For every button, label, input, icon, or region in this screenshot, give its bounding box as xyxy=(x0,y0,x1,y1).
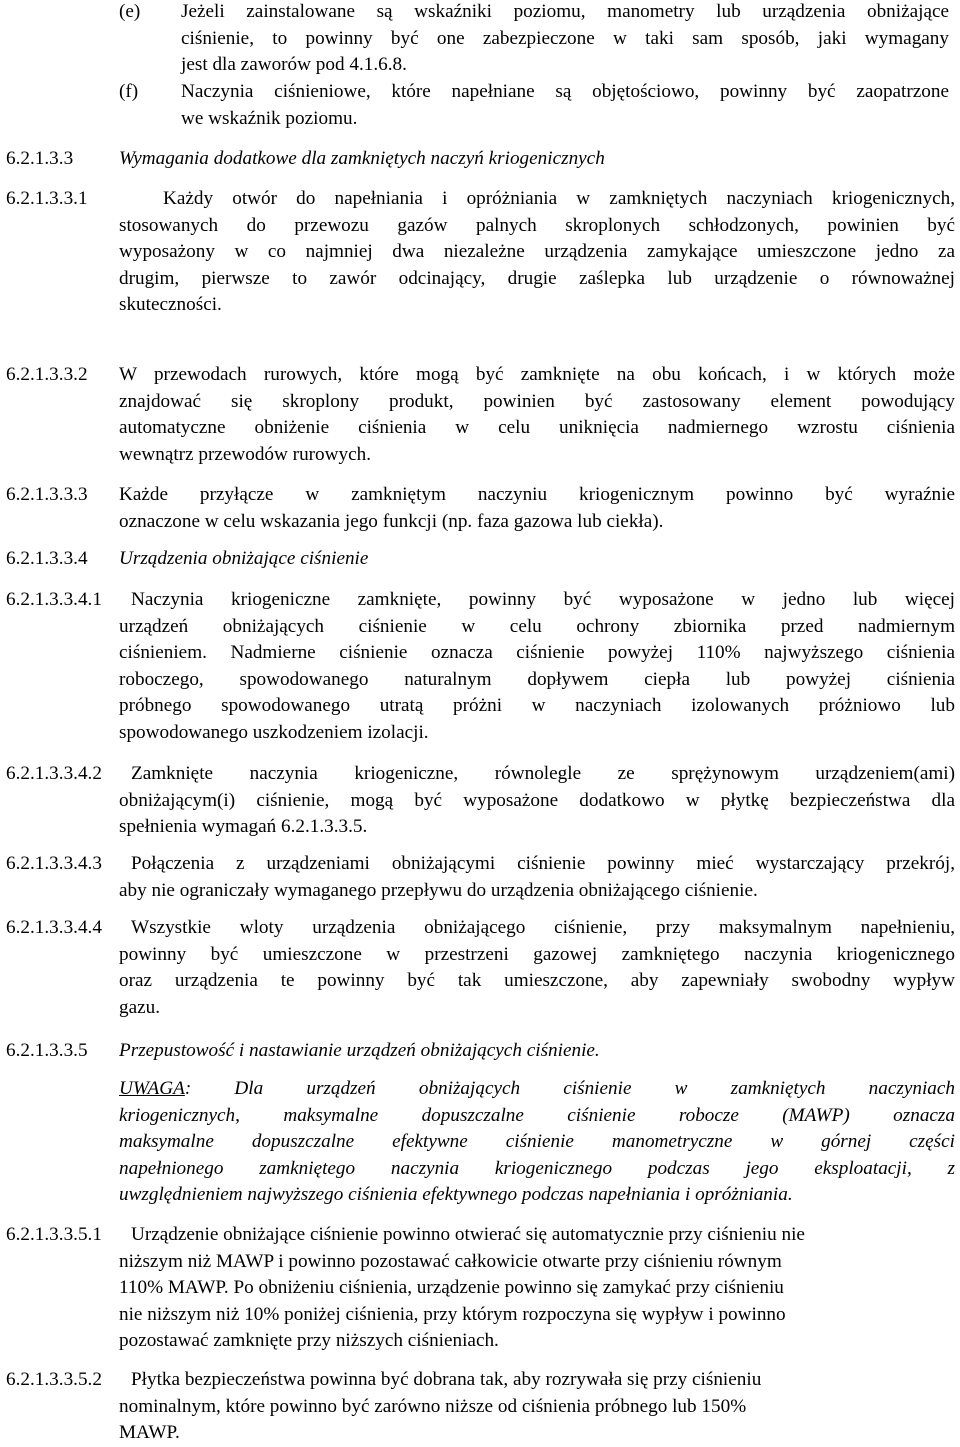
text-line: Naczynia kriogeniczne zamknięte, powinny być wyposażone w jedno lub więcej xyxy=(131,589,955,610)
text-line: drugim, pierwsze to zawór odcinający, drugie zaślepka lub urządzenie o równoważnej xyxy=(119,267,955,289)
text-line: we wskaźnik poziomu. xyxy=(181,107,358,129)
section-body xyxy=(119,186,955,319)
text-line: skuteczności. xyxy=(119,294,222,315)
text-line: nominalnym, które powinno być zarówno niższe od ciśnienia próbnego lub 150% xyxy=(119,1395,747,1417)
text-line: nie niższym niż 10% poniżej ciśnienia, przy którym rozpoczyna się wypływ i powinno xyxy=(119,1303,786,1325)
text-line: obniżającym(i) ciśnienie, mogą być wyposażone dodatkowo w płytkę bezpieczeństwa dla xyxy=(119,789,955,811)
section-number: 6.2.1.3.3.4 xyxy=(6,548,88,569)
note-label: UWAGA xyxy=(119,1078,185,1099)
section-title: Wymagania dodatkowe dla zamkniętych naczyń kriogenicznych xyxy=(119,148,605,169)
text-line: Płytka bezpieczeństwa powinna być dobrana tak, aby rozrywała się przy ciśnieniu xyxy=(131,1369,762,1390)
section-body xyxy=(119,1367,955,1447)
section-number: 6.2.1.3.3.5 xyxy=(6,1040,88,1061)
section-title: Przepustowość i nastawianie urządzeń obniżających ciśnienie. xyxy=(119,1040,600,1061)
text-line: znajdować się skroplony produkt, powinien być zastosowany element powodujący xyxy=(119,390,955,412)
text-line: oznaczone w celu wskazania jego funkcji (np. faza gazowa lub ciekła). xyxy=(119,510,664,532)
section-body xyxy=(119,761,955,841)
text-line: automatyczne obniżenie ciśnienia w celu uniknięcia nadmiernego wzrostu ciśnienia xyxy=(119,417,955,438)
text-line: Każdy otwór do napełniania i opróżniania w zamkniętych naczyniach kriogenicznych, xyxy=(163,188,955,209)
section-number: 6.2.1.3.3.4.3 xyxy=(6,853,102,874)
section-body xyxy=(119,851,955,904)
text-line: oraz urządzenia te powinny być tak umieszczone, aby zapewniały swobodny wypływ xyxy=(119,970,955,991)
text-line: Jeżeli zainstalowane są wskaźniki poziomu, manometry lub urządzenia obniżające xyxy=(181,1,949,22)
text-line: napełnionego zamkniętego naczynia kriogenicznego podczas jego eksploatacji, z xyxy=(119,1157,955,1179)
section-body xyxy=(119,362,955,468)
text-line: aby nie ograniczały wymaganego przepływu do urządzenia obniżającego ciśnienie. xyxy=(119,879,758,901)
item-label: (e) xyxy=(119,1,141,22)
text-line: powinny być umieszczone w przestrzeni gazowej zamkniętego naczynia kriogenicznego xyxy=(119,943,955,965)
text-line: jest dla zaworów pod 4.1.6.8. xyxy=(181,54,407,75)
item-label: (f) xyxy=(119,81,139,102)
section-number: 6.2.1.3.3.1 xyxy=(6,188,88,209)
text-line: W przewodach rurowych, które mogą być zamknięte na obu końcach, i w których może xyxy=(119,364,955,385)
text-line: gazu. xyxy=(119,996,161,1018)
section-body xyxy=(119,1222,955,1355)
text-line: Zamknięte naczynia kriogeniczne, równolegle ze sprężynowym urządzeniem(ami) xyxy=(131,763,955,784)
text-line: spowodowanego uszkodzeniem izolacji. xyxy=(119,721,429,743)
text-line: wyposażony w co najmniej dwa niezależne urządzenia zamykające umieszczone jedno za xyxy=(119,241,955,262)
item-text xyxy=(181,79,949,132)
text-line: ciśnienie, to powinny być one zabezpieczone w taki sam sposób, jaki wymagany xyxy=(181,27,949,49)
text-line: ciśnieniem. Nadmierne ciśnienie oznacza ciśnienie powyżej 110% najwyższego ciśnienia xyxy=(119,642,955,663)
section-number: 6.2.1.3.3.5.1 xyxy=(6,1224,102,1245)
section-body xyxy=(119,482,955,535)
section-number: 6.2.1.3.3.2 xyxy=(6,364,88,385)
text-line: wewnątrz przewodów rurowych. xyxy=(119,443,372,465)
section-number: 6.2.1.3.3 xyxy=(6,148,74,169)
text-line: próbnego spowodowanego utratą próżni w naczyniach izolowanych próżniowo lub xyxy=(119,695,955,716)
text-line: pozostawać zamknięte przy niższych ciśnieniach. xyxy=(119,1330,499,1351)
text-line: Wszystkie wloty urządzenia obniżającego ciśnienie, przy maksymalnym napełnieniu, xyxy=(131,917,955,938)
note-text: : Dla urządzeń obniżających ciśnienie w zamkniętych naczyniach xyxy=(184,1078,955,1099)
text-line: spełnienia wymagań 6.2.1.3.3.5. xyxy=(119,816,368,837)
text-line: urządzeń obniżających ciśnienie w celu ochrony zbiornika przed nadmiernym xyxy=(119,615,955,637)
section-number: 6.2.1.3.3.4.4 xyxy=(6,917,102,938)
section-number: 6.2.1.3.3.4.2 xyxy=(6,763,102,784)
text-line: kriogenicznych, maksymalne dopuszczalne ciśnienie robocze (MAWP) oznacza xyxy=(119,1104,955,1126)
section-body xyxy=(119,915,955,1021)
text-line: Połączenia z urządzeniami obniżającymi ciśnienie powinny mieć wystarczający przekrój, xyxy=(131,853,955,874)
section-body xyxy=(119,587,955,746)
text-line: Naczynia ciśnieniowe, które napełniane są objętościowo, powinny być zaopatrzone xyxy=(181,81,949,102)
section-number: 6.2.1.3.3.4.1 xyxy=(6,589,102,610)
text-line: MAWP. xyxy=(119,1422,180,1443)
note-first-line xyxy=(119,1076,955,1103)
text-line: Każde przyłącze w zamkniętym naczyniu kriogenicznym powinno być wyraźnie xyxy=(119,484,955,505)
text-line: maksymalne dopuszczalne efektywne ciśnienie manometryczne w górnej części xyxy=(119,1131,955,1152)
note-block xyxy=(119,1076,955,1209)
section-number: 6.2.1.3.3.3 xyxy=(6,484,88,505)
text-line: 110% MAWP. Po obniżeniu ciśnienia, urządzenie powinno się zamykać przy ciśnieniu xyxy=(119,1277,784,1298)
section-number: 6.2.1.3.3.5.2 xyxy=(6,1369,102,1390)
item-text xyxy=(181,0,949,79)
text-line: stosowanych do przewozu gazów palnych skroplonych schłodzonych, powinien być xyxy=(119,214,955,236)
text-line: niższym niż MAWP i powinno pozostawać całkowicie otwarte przy ciśnieniu równym xyxy=(119,1250,782,1272)
text-line: uwzględnieniem najwyższego ciśnienia efektywnego podczas napełniania i opróżniania. xyxy=(119,1184,793,1205)
text-line: roboczego, spowodowanego naturalnym dopływem ciepła lub powyżej ciśnienia xyxy=(119,668,955,690)
text-line: Urządzenie obniżające ciśnienie powinno otwierać się automatycznie przy ciśnieniu nie xyxy=(131,1224,805,1245)
section-title: Urządzenia obniżające ciśnienie xyxy=(119,548,369,569)
